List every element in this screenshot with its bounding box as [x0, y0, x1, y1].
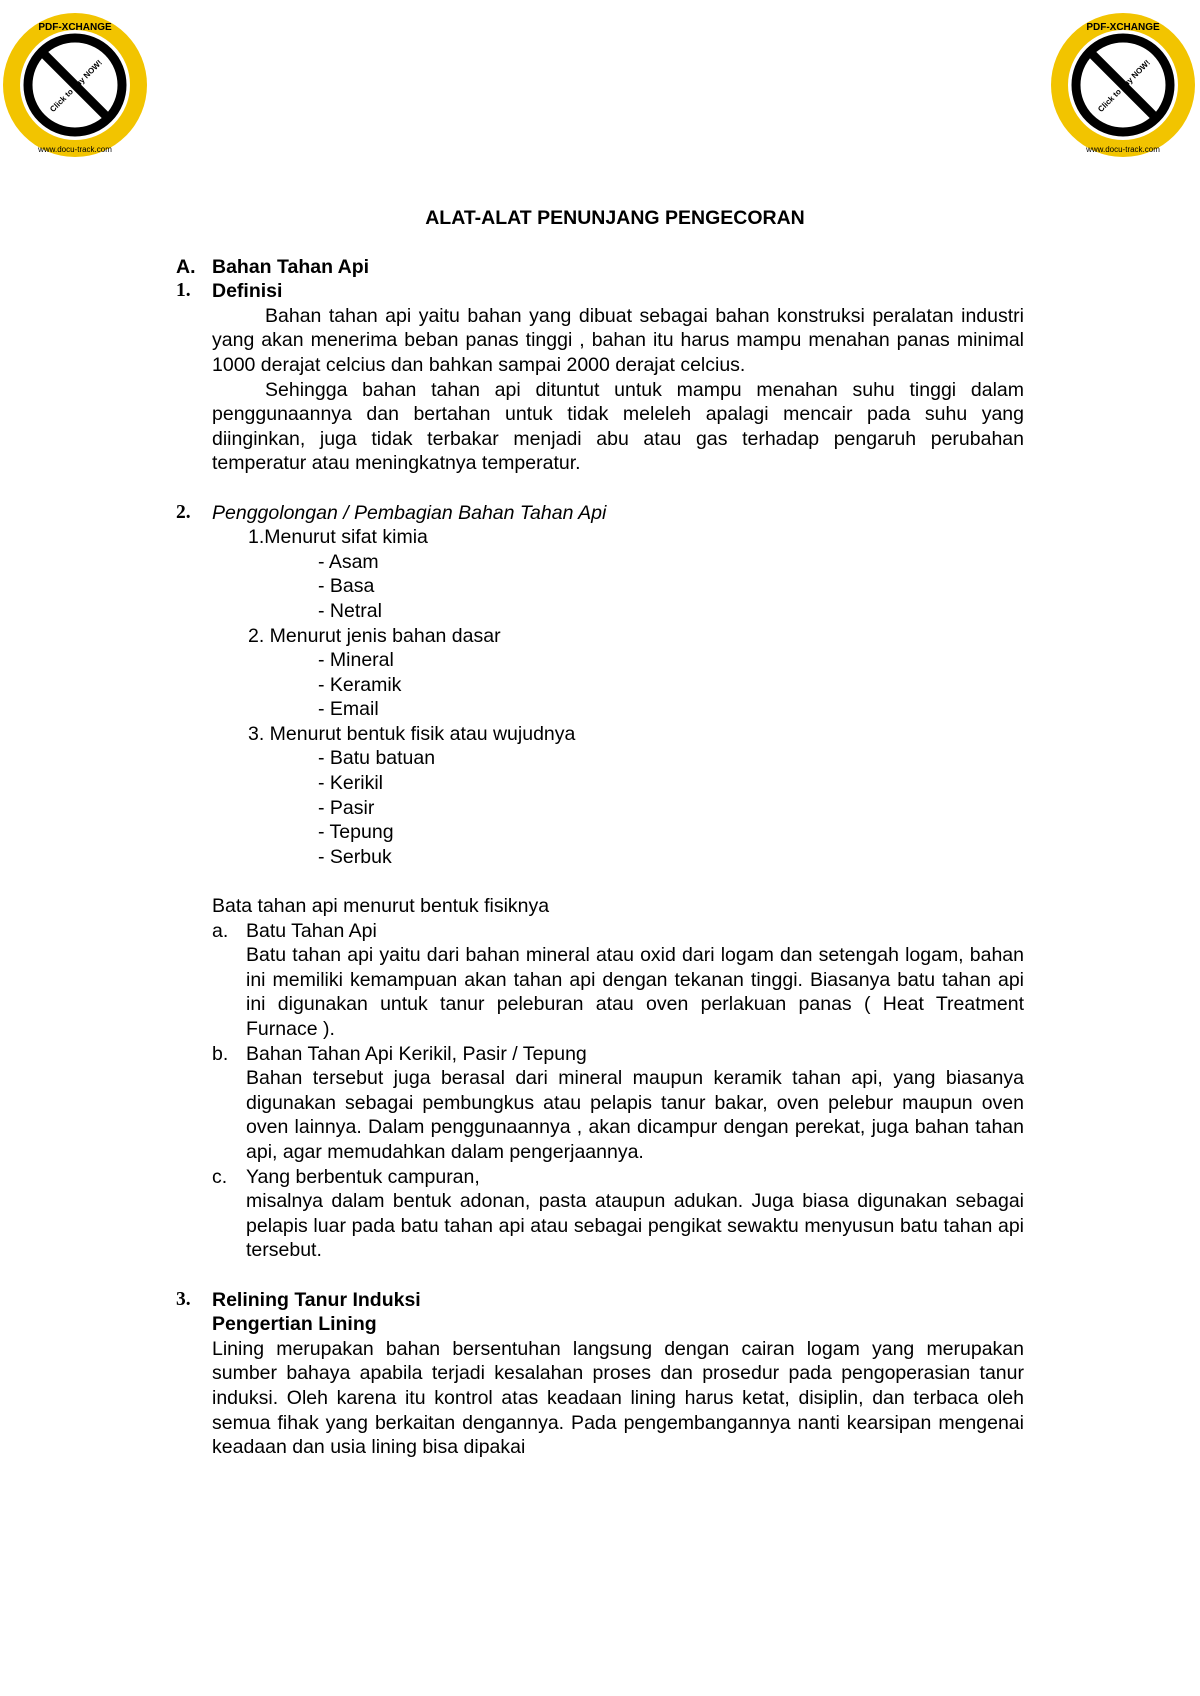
- list-item: - Email: [318, 698, 379, 721]
- list-item: - Asam: [318, 550, 379, 573]
- badge-site: www.docu-track.com: [38, 145, 112, 154]
- list-item: - Tepung: [318, 821, 394, 844]
- pdf-xchange-badge-right[interactable]: [1048, 10, 1198, 160]
- subsection-2-number: 2.: [176, 501, 191, 523]
- alpha-marker: a.: [212, 919, 229, 942]
- pdf-xchange-badge-left[interactable]: [0, 10, 150, 160]
- list-item: - Basa: [318, 575, 375, 598]
- alpha-item-b: [212, 1042, 1024, 1165]
- alpha-title: Yang berbentuk campuran,: [246, 1165, 480, 1188]
- alpha-marker: b.: [212, 1042, 229, 1065]
- group-2-label: 2. Menurut jenis bahan dasar: [248, 624, 501, 647]
- badge-site: www.docu-track.com: [1086, 145, 1160, 154]
- alpha-marker: c.: [212, 1165, 228, 1188]
- list-item: - Mineral: [318, 649, 394, 672]
- badge-cta: Click to buy NOW!: [1096, 58, 1152, 114]
- badge-brand: PDF-XCHANGE: [38, 22, 112, 33]
- document-body: [176, 206, 1024, 1460]
- alpha-body: misalnya dalam bentuk adonan, pasta ataupun adukan. Juga biasa digunakan sebagai pelapis luar pada batu tahan api atau sebagai pengikat sewaktu menyusun batu tahan api tersebut.: [246, 1190, 1024, 1262]
- group-1-label: 1.Menurut sifat kimia: [248, 526, 428, 549]
- list-item: - Serbuk: [318, 845, 392, 868]
- list-item: - Netral: [318, 599, 382, 622]
- subsection-2-heading: [176, 501, 1024, 526]
- alpha-body: Batu tahan api yaitu dari bahan mineral atau oxid dari logam dan setengah logam, bahan ini memiliki kemampuan akan tahan api dengan tekanan tinggi. Biasanya batu tahan api ini digunakan untuk tanur peleburan atau oven perlakuan panas ( Heat Treatment Furnace ).: [246, 944, 1024, 1040]
- subsection-1-number: 1.: [176, 280, 191, 302]
- list-item: - Keramik: [318, 673, 402, 696]
- list-item: - Batu batuan: [318, 747, 436, 770]
- alpha-body: Bahan tersebut juga berasal dari mineral maupun keramik tahan api, yang biasanya digunakan sebagai pembungkus atau pelapis tanur bakar, oven pelebur maupun oven oven lainnya. Dalam penggunaannya , akan dicampur dengan perekat, juga bahan tahan api, agar memudahkan dalam pengerjaannya.: [246, 1067, 1024, 1163]
- definisi-paragraph-1: Bahan tahan api yaitu bahan yang dibuat sebagai bahan konstruksi peralatan industri yang akan menerima beban panas tinggi , bahan itu harus mampu menahan panas minimal 1000 derajat celcius dan bahkan sampai 2000 derajat celcius.: [212, 304, 1024, 376]
- badge-brand: PDF-XCHANGE: [1086, 22, 1160, 33]
- subsection-3-title: Relining Tanur Induksi: [212, 1288, 421, 1311]
- subsection-1-heading: [176, 279, 1024, 304]
- bata-intro: Bata tahan api menurut bentuk fisiknya: [212, 895, 550, 918]
- subsection-1-title: Definisi: [212, 280, 283, 303]
- subsection-3-number: 3.: [176, 1288, 191, 1310]
- definisi-paragraph-2: Sehingga bahan tahan api dituntut untuk mampu menahan suhu tinggi dalam penggunaannya dan bertahan untuk tidak meleleh apalagi mencair pada suhu yang diinginkan, juga tidak terbakar menjadi abu atau gas terhadap pengaruh perubahan temperatur atau meningkatnya temperatur.: [212, 378, 1024, 475]
- alpha-title: Bahan Tahan Api Kerikil, Pasir / Tepung: [246, 1042, 587, 1065]
- lining-subheading: Pengertian Lining: [212, 1313, 377, 1336]
- group-3-label: 3. Menurut bentuk fisik atau wujudnya: [248, 722, 576, 745]
- section-a-title: Bahan Tahan Api: [212, 255, 370, 278]
- section-a-marker: A.: [176, 255, 196, 278]
- list-item: - Pasir: [318, 796, 375, 819]
- list-item: - Kerikil: [318, 772, 384, 795]
- alpha-item-a: [212, 919, 1024, 1042]
- section-a-heading: [176, 255, 1024, 280]
- badge-cta: Click to buy NOW!: [48, 58, 104, 114]
- subsection-3-heading: [176, 1288, 1024, 1313]
- alpha-title: Batu Tahan Api: [246, 919, 377, 942]
- alpha-item-c: [212, 1165, 1024, 1263]
- lining-paragraph: Lining merupakan bahan bersentuhan langsung dengan cairan logam yang merupakan sumber bahaya apabila terjadi kesalahan proses dan prosedur pada pengoperasian tanur induksi. Oleh karena itu kontrol atas keadaan lining harus ketat, disiplin, dan terbaca oleh semua fihak yang berkaitan dengannya. Pada pengembangannya nanti kearsipan mengenai keadaan dan usia lining bisa dipakai: [212, 1337, 1024, 1459]
- subsection-2-title: Penggolongan / Pembagian Bahan Tahan Api: [212, 501, 607, 524]
- page-title: ALAT-ALAT PENUNJANG PENGECORAN: [425, 207, 805, 229]
